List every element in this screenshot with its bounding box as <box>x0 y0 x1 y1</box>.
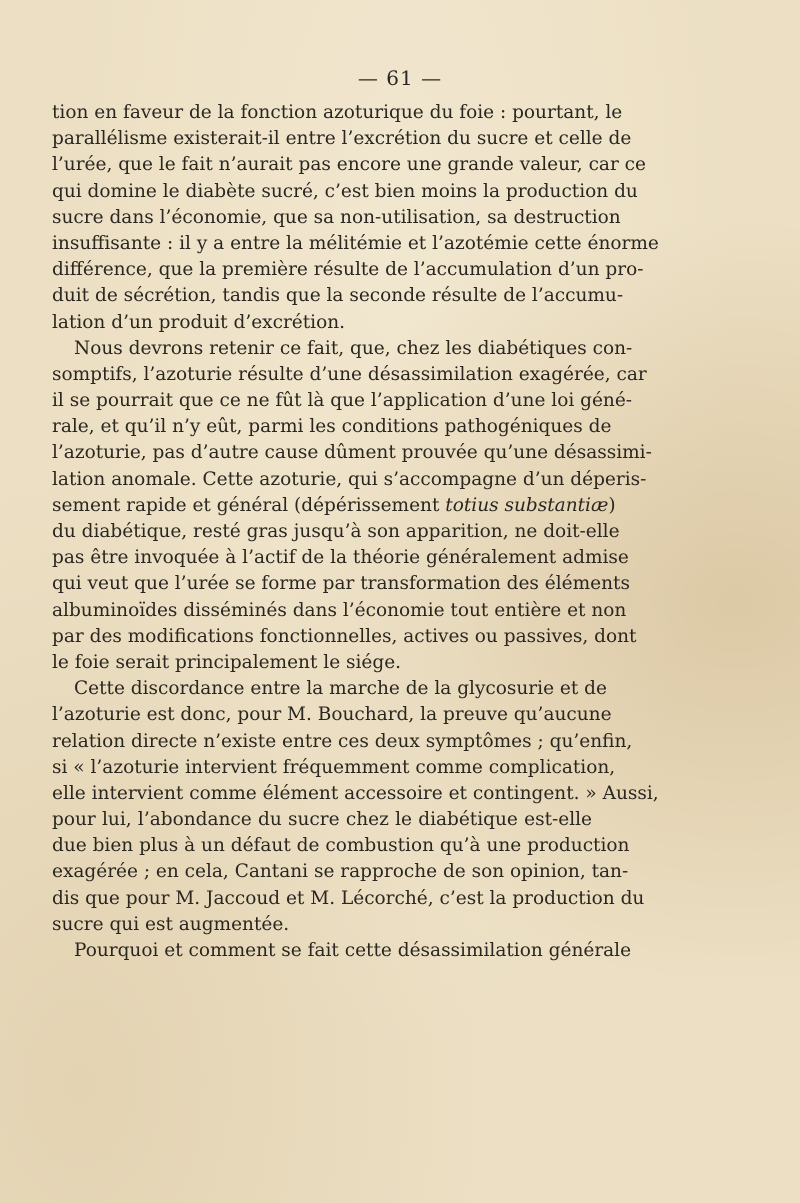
text-line: sucre dans l’économie, que sa non-utilisation, sa destruction <box>52 206 621 228</box>
text-line: du diabétique, resté gras jusqu’à son apparition, ne doit-elle <box>52 521 620 542</box>
text-line: somptifs, l’azoturie résulte d’une désassimilation exagérée, car <box>52 363 647 385</box>
text-line <box>52 493 616 519</box>
text-fragment: sement rapide et général (dépérissement <box>52 494 446 516</box>
text-line: Cette discordance entre la marche de la glycosurie et de <box>74 678 607 700</box>
page-number: — 61 — <box>357 66 443 90</box>
text-line: insuffisante : il y a entre la mélitémie et l’azotémie cette énorme <box>52 232 659 254</box>
text-line: lation d’un produit d’excrétion. <box>52 311 346 333</box>
text-fragment: ) <box>608 494 616 516</box>
text-line: dis que pour M. Jaccoud et M. Lécorché, c’est la production du <box>52 887 645 909</box>
text-line: Pourquoi et comment se fait cette désassimilation générale <box>74 940 632 961</box>
text-line: l’azoturie est donc, pour M. Bouchard, la preuve qu’aucune <box>52 704 612 726</box>
text-line: elle intervient comme élément accessoire et contingent. » Aussi, <box>52 782 659 804</box>
text-line: différence, que la première résulte de l’accumulation d’un pro- <box>52 259 644 281</box>
text-line: parallélisme existerait-il entre l’excrétion du sucre et celle de <box>52 128 632 150</box>
text-line: exagérée ; en cela, Cantani se rapproche de son opinion, tan- <box>52 861 629 883</box>
text-line: l’azoturie, pas d’autre cause dûment prouvée qu’une désassimi- <box>52 442 652 464</box>
text-line: sucre qui est augmentée. <box>52 913 290 935</box>
text-line: tion en faveur de la fonction azoturique du foie : pourtant, le <box>52 102 623 123</box>
body-text <box>52 100 659 964</box>
text-line: lation anomale. Cette azoturie, qui s’accompagne d’un déperis- <box>52 468 647 490</box>
text-line: si « l’azoturie intervient fréquemment comme complication, <box>52 756 616 778</box>
italic-phrase: totius substantiæ <box>445 494 609 516</box>
text-line: Nous devrons retenir ce fait, que, chez les diabétiques con- <box>74 337 633 359</box>
text-line: relation directe n’existe entre ces deux symptômes ; qu’enfin, <box>52 730 633 752</box>
text-line: il se pourrait que ce ne fût là que l’application d’une loi géné- <box>52 390 633 412</box>
text-line: le foie serait principalement le siége. <box>52 651 402 673</box>
text-line: pas être invoquée à l’actif de la théorie généralement admise <box>52 547 629 569</box>
text-line: rale, et qu’il n’y eût, parmi les conditions pathogéniques de <box>52 416 612 438</box>
text-line: due bien plus à un défaut de combustion qu’à une production <box>52 835 630 857</box>
text-line: l’urée, que le fait n’aurait pas encore une grande valeur, car ce <box>52 154 646 176</box>
text-line: par des modifications fonctionnelles, actives ou passives, dont <box>52 625 637 647</box>
text-line: duit de sécrétion, tandis que la seconde résulte de l’accumu- <box>52 285 624 307</box>
text-line: pour lui, l’abondance du sucre chez le diabétique est-elle <box>52 809 592 831</box>
text-line: qui domine le diabète sucré, c’est bien moins la production du <box>52 180 638 202</box>
text-line: qui veut que l’urée se forme par transformation des éléments <box>52 573 630 595</box>
text-line: albuminoïdes disséminés dans l’économie tout entière et non <box>52 599 627 621</box>
